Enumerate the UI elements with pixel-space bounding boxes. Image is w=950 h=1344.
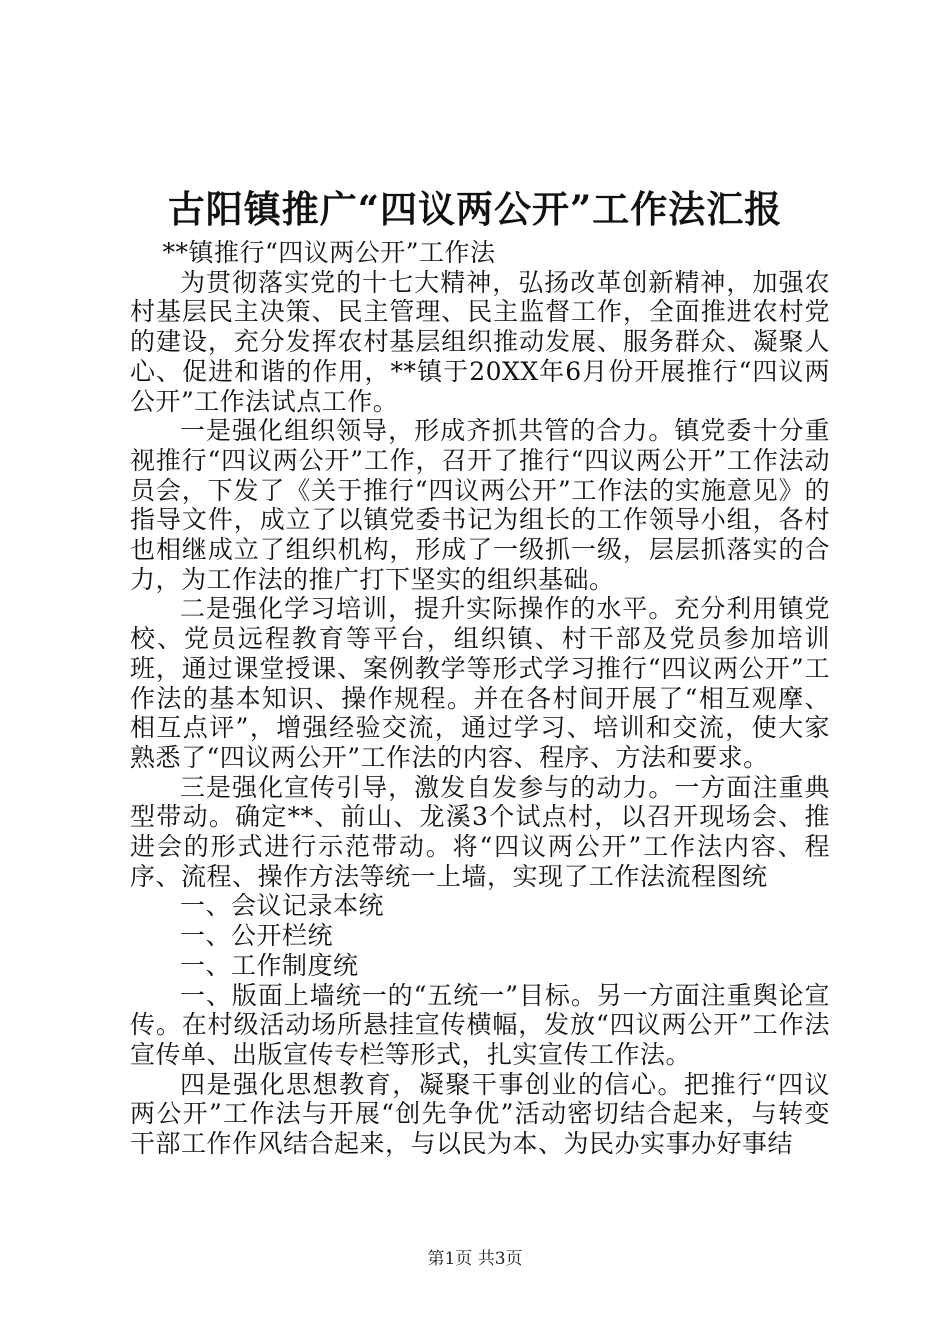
document-body bbox=[130, 238, 830, 1159]
body-paragraph: 二是强化学习培训，提升实际操作的水平。充分利用镇党校、党员远程教育等平台，组织镇、村干部及党员参加培训班，通过课堂授课、案例教学等形式学习推行“四议两公开”工作法的基本知识、操作规程。并在各村间开展了“相互观摩、相互点评”，增强经验交流，通过学习、培训和交流，使大家熟悉了“四议两公开”工作法的内容、程序、方法和要求。 bbox=[130, 594, 830, 772]
document-title: 古阳镇推广“四议两公开”工作法汇报 bbox=[167, 187, 783, 231]
body-paragraph: 为贯彻落实党的十七大精神，弘扬改革创新精神，加强农村基层民主决策、民主管理、民主监督工作，全面推进农村党的建设，充分发挥农村基层组织推动发展、服务群众、凝聚人心、促进和谐的作用，**镇于20XX年6月份开展推行“四议两公开”工作法试点工作。 bbox=[130, 267, 830, 416]
body-list-item: 一、会议记录本统 bbox=[180, 891, 385, 921]
page-footer: 第1页 共3页 bbox=[427, 1249, 523, 1269]
body-list-item: 一、公开栏统 bbox=[180, 921, 334, 951]
body-list-item: 一、工作制度统 bbox=[180, 950, 359, 980]
body-paragraph: 一、版面上墙统一的“五统一”目标。另一方面注重舆论宣传。在村级活动场所悬挂宣传横幅，发放“四议两公开”工作法宣传单、出版宣传专栏等形式，扎实宣传工作法。 bbox=[130, 980, 830, 1069]
body-paragraph: 四是强化思想教育，凝聚干事创业的信心。把推行“四议两公开”工作法与开展“创先争优”活动密切结合起来，与转变干部工作作风结合起来，与以民为本、为民办实事办好事结 bbox=[130, 1069, 830, 1159]
body-paragraph: 三是强化宣传引导，激发自发参与的动力。一方面注重典型带动。确定**、前山、龙溪3个试点村，以召开现场会、推进会的形式进行示范带动。将“四议两公开”工作法内容、程序、流程、操作方法等统一上墙，实现了工作法流程图统 bbox=[130, 772, 830, 891]
body-paragraph: **镇推行“四议两公开”工作法 bbox=[162, 238, 496, 267]
body-paragraph: 一是强化组织领导，形成齐抓共管的合力。镇党委十分重视推行“四议两公开”工作，召开了推行“四议两公开”工作法动员会，下发了《关于推行“四议两公开”工作法的实施意见》的指导文件，成立了以镇党委书记为组长的工作领导小组，各村也相继成立了组织机构，形成了一级抓一级，层层抓落实的合力，为工作法的推广打下坚实的组织基础。 bbox=[130, 416, 830, 594]
